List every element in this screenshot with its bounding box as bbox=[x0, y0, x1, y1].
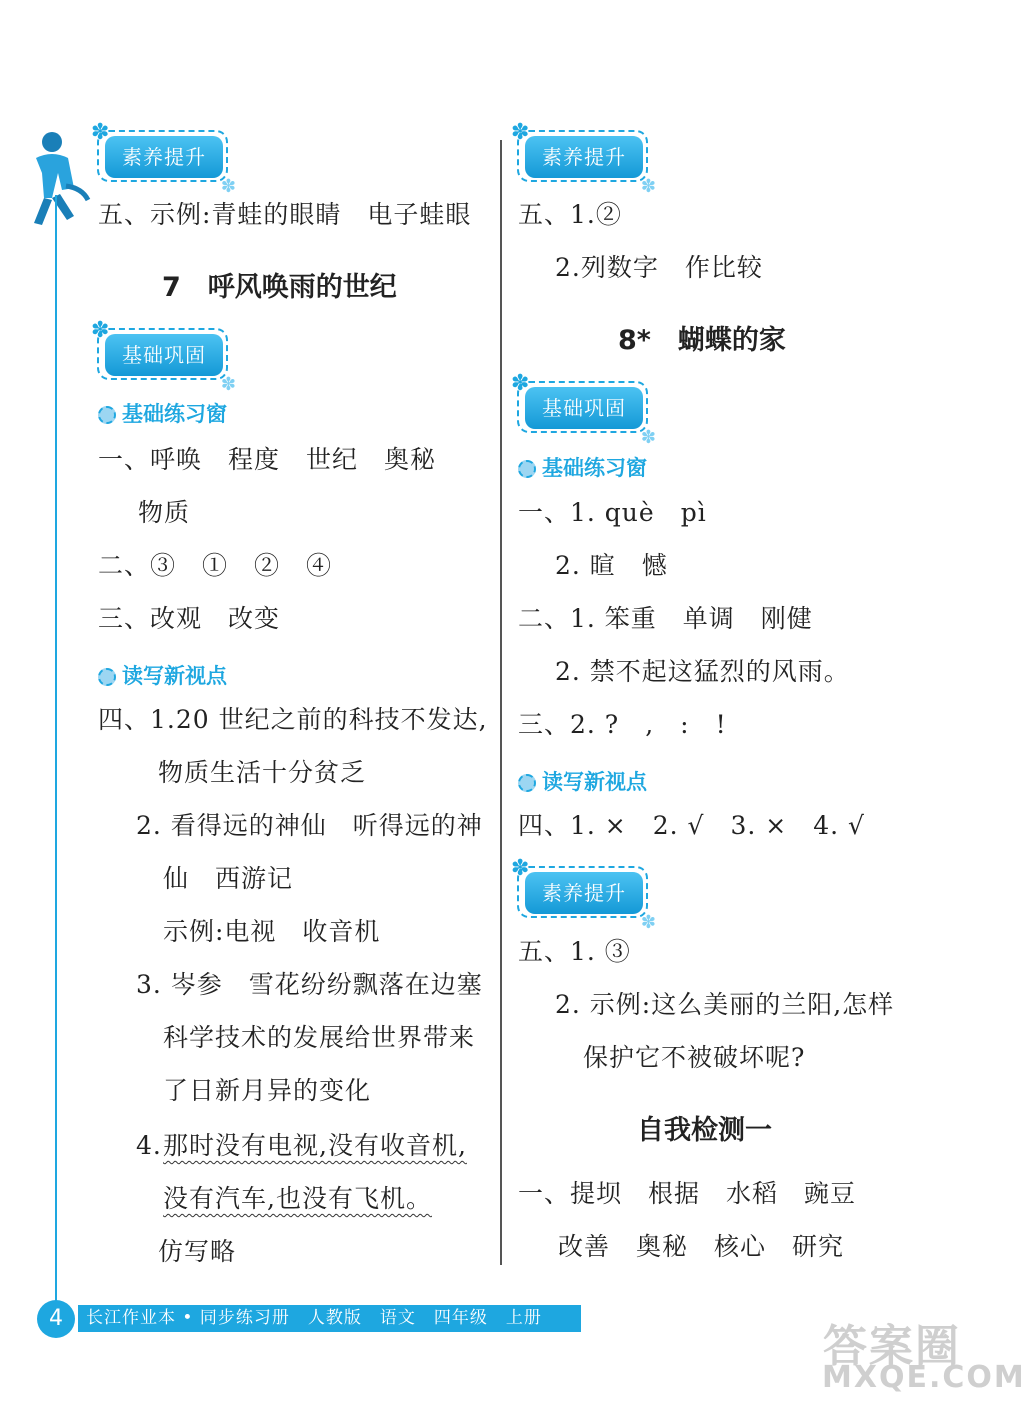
answer-zi-yi-line2: 改善 奥秘 核心 研究 bbox=[558, 1232, 845, 1261]
column-divider bbox=[500, 140, 502, 1265]
answer-si: 四、1. × 2. √ 3. × 4. √ bbox=[518, 811, 865, 840]
badge-suyang-tisheng: 素养提升 ✽ ✽ bbox=[91, 120, 236, 197]
answer-si-2-line3: 示例:电视 收音机 bbox=[163, 917, 381, 946]
answer-yi-1: 一、1. què pì bbox=[518, 498, 707, 527]
answer-si-2-line2: 仙 西游记 bbox=[163, 864, 294, 893]
answer-er-1: 二、1. 笨重 单调 刚健 bbox=[518, 604, 813, 633]
answer-zi-yi-line1: 一、提坝 根据 水稻 豌豆 bbox=[518, 1179, 857, 1208]
answer-yi-line2: 物质 bbox=[138, 498, 191, 527]
answer-san: 三、2. ? , : ! bbox=[518, 710, 727, 739]
watermark-logo: 答案圈 bbox=[823, 1321, 961, 1372]
lesson-title-7: 7 呼风唤雨的世纪 bbox=[162, 272, 397, 303]
bullet-dot-icon bbox=[98, 668, 116, 686]
answer-si-3-line1: 3. 岑参 雪花纷纷飘落在边塞 bbox=[136, 970, 483, 999]
badge-jichu-gonggu: 基础巩固 ✽ ✽ bbox=[91, 318, 236, 395]
answer-si-1-line1: 四、1.20 世纪之前的科技不发达, bbox=[98, 705, 488, 734]
answer-wu-b-1: 五、1. ③ bbox=[518, 937, 631, 966]
badge-suyang-tisheng: 素养提升 ✽ ✽ bbox=[511, 120, 656, 197]
answer-wu: 五、示例:青蛙的眼睛 电子蛙眼 bbox=[98, 200, 472, 229]
answer-wu-b-3: 保护它不被破坏呢? bbox=[583, 1043, 806, 1072]
answer-si-4-line3: 仿写略 bbox=[158, 1237, 237, 1266]
left-margin-line bbox=[55, 195, 57, 1335]
answer-si-2-line1: 2. 看得远的神仙 听得远的神 bbox=[136, 811, 483, 840]
subheading-duxie-xinshidian: 读写新视点 bbox=[518, 766, 647, 796]
answer-si-4-number: 4. bbox=[136, 1131, 162, 1160]
bullet-dot-icon bbox=[518, 774, 536, 792]
bullet-dot-icon bbox=[98, 406, 116, 424]
answer-wu-1: 五、1.② bbox=[518, 200, 622, 229]
answer-si-4-line2: 没有汽车,也没有飞机。 bbox=[163, 1184, 432, 1213]
subheading-jichu-lianxi: 基础练习窗 bbox=[98, 398, 227, 428]
subheading-jichu-lianxi: 基础练习窗 bbox=[518, 452, 647, 482]
badge-jichu-gonggu: 基础巩固 ✽ ✽ bbox=[511, 371, 656, 448]
answer-er: 二、③ ① ② ④ bbox=[98, 551, 333, 580]
footer-book-title: 长江作业本 • 同步练习册 人教版 语文 四年级 上册 bbox=[78, 1305, 581, 1332]
page-number: 4 bbox=[37, 1300, 75, 1338]
watermark-url: MXQE.COM bbox=[822, 1360, 1026, 1395]
answer-si-3-line2: 科学技术的发展给世界带来 bbox=[163, 1023, 476, 1052]
bullet-dot-icon bbox=[518, 460, 536, 478]
answer-er-2: 2. 禁不起这猛烈的风雨。 bbox=[555, 657, 850, 686]
boy-illustration bbox=[22, 128, 97, 233]
subheading-duxie-xinshidian: 读写新视点 bbox=[98, 660, 227, 690]
answer-wu-b-2: 2. 示例:这么美丽的兰阳,怎样 bbox=[555, 990, 895, 1019]
lesson-title-8: 8* 蝴蝶的家 bbox=[618, 325, 786, 356]
answer-si-1-line2: 物质生活十分贫乏 bbox=[158, 758, 367, 787]
answer-yi-line1: 一、呼唤 程度 世纪 奥秘 bbox=[98, 445, 437, 474]
answer-yi-2: 2. 暄 憾 bbox=[555, 551, 668, 580]
answer-si-4-line1: 那时没有电视,没有收音机, bbox=[163, 1131, 467, 1160]
section-title-self-test: 自我检测一 bbox=[637, 1115, 772, 1146]
answer-wu-2: 2.列数字 作比较 bbox=[555, 253, 763, 282]
answer-si-3-line3: 了日新月异的变化 bbox=[163, 1076, 372, 1105]
answer-san: 三、改观 改变 bbox=[98, 604, 281, 633]
badge-suyang-tisheng: 素养提升 ✽ ✽ bbox=[511, 856, 656, 933]
